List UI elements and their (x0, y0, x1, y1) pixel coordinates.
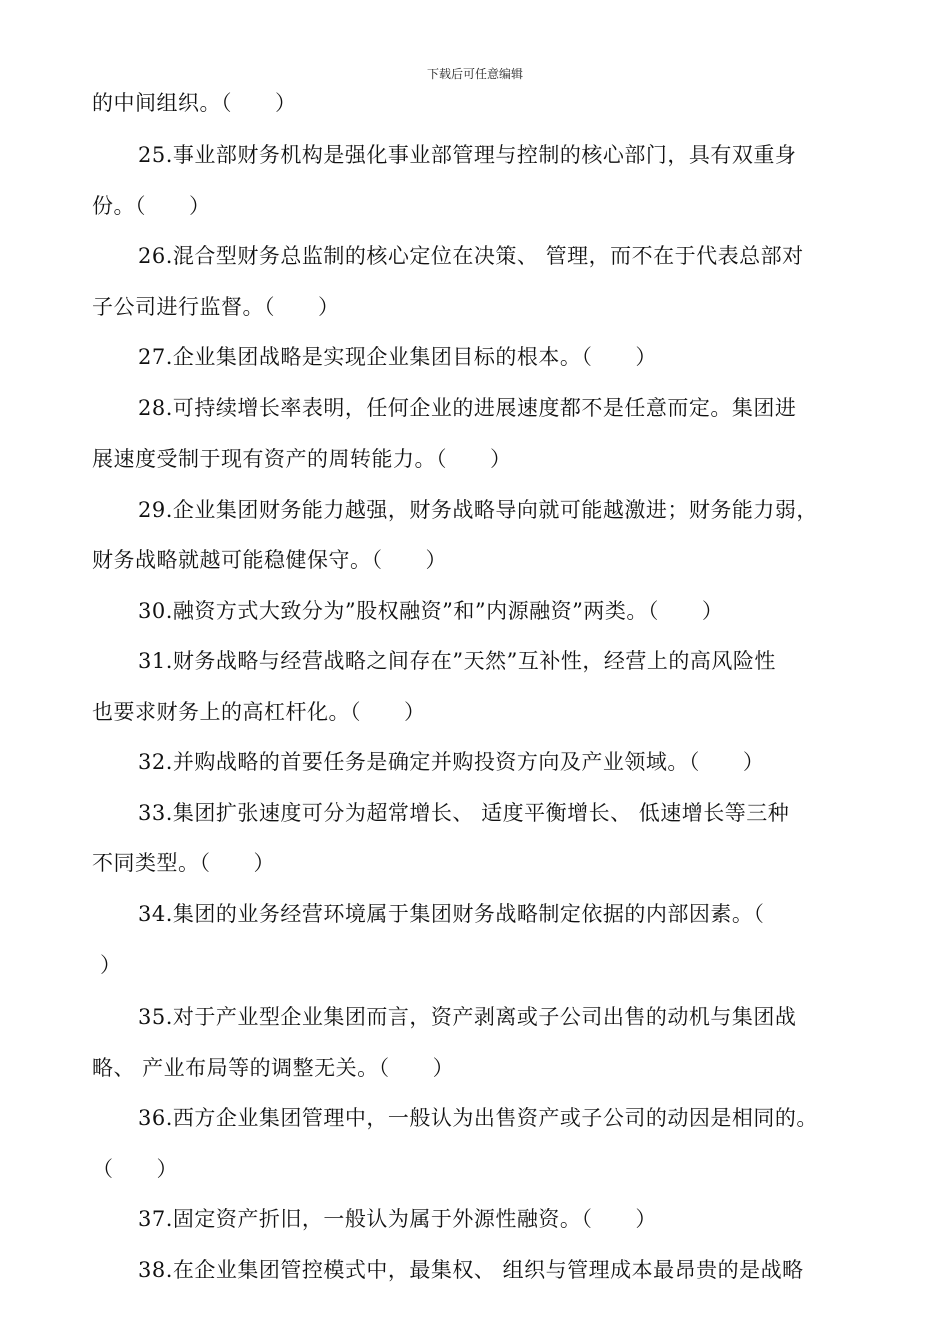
question-32: 32.并购战略的首要任务是确定并购投资方向及产业领域。（ ） (138, 750, 765, 774)
question-33: 33.集团扩张速度可分为超常增长、 适度平衡增长、 低速增长等三种 (138, 801, 790, 825)
text-line: 也要求财务上的高杠杆化。（ ） (92, 700, 426, 724)
question-27: 27.企业集团战略是实现企业集团目标的根本。（ ） (138, 345, 657, 369)
question-26: 26.混合型财务总监制的核心定位在决策、 管理，而不在于代表总部对 (138, 244, 804, 268)
text-line: 不同类型。（ ） (92, 851, 275, 875)
page-header: 下载后可任意编辑 (426, 67, 523, 81)
question-34: 34.集团的业务经营环境属于集团财务战略制定依据的内部因素。（ (138, 902, 765, 926)
text-line: 子公司进行监督。（ ） (92, 295, 340, 319)
text-line: 展速度受制于现有资产的周转能力。（ ） (92, 447, 512, 471)
text-line: 略、 产业布局等的调整无关。（ ） (92, 1056, 455, 1080)
text-line: 份。（ ） (92, 194, 211, 218)
question-31: 31.财务战略与经营战略之间存在”天然”互补性，经营上的高风险性 (138, 649, 776, 673)
text-line: ） (100, 953, 122, 977)
question-38: 38.在企业集团管控模式中，最集权、 组织与管理成本最昂贵的是战略 (138, 1258, 804, 1282)
text-line: （ ） (92, 1157, 178, 1181)
text-line: 财务战略就越可能稳健保守。（ ） (92, 548, 447, 572)
question-37: 37.固定资产折旧，一般认为属于外源性融资。（ ） (138, 1207, 657, 1231)
question-35: 35.对于产业型企业集团而言，资产剥离或子公司出售的动机与集团战 (138, 1005, 797, 1029)
question-25: 25.事业部财务机构是强化事业部管理与控制的核心部门，具有双重身 (138, 143, 797, 167)
question-30: 30.融资方式大致分为”股权融资”和”内源融资”两类。（ ） (138, 599, 724, 623)
text-line: 的中间组织。（ ） (92, 91, 297, 115)
question-28: 28.可持续增长率表明，任何企业的进展速度都不是任意而定。集团进 (138, 396, 797, 420)
question-29: 29.企业集团财务能力越强，财务战略导向就可能越激进；财务能力弱， (138, 498, 818, 522)
question-36: 36.西方企业集团管理中，一般认为出售资产或子公司的动因是相同的。 (138, 1106, 818, 1130)
